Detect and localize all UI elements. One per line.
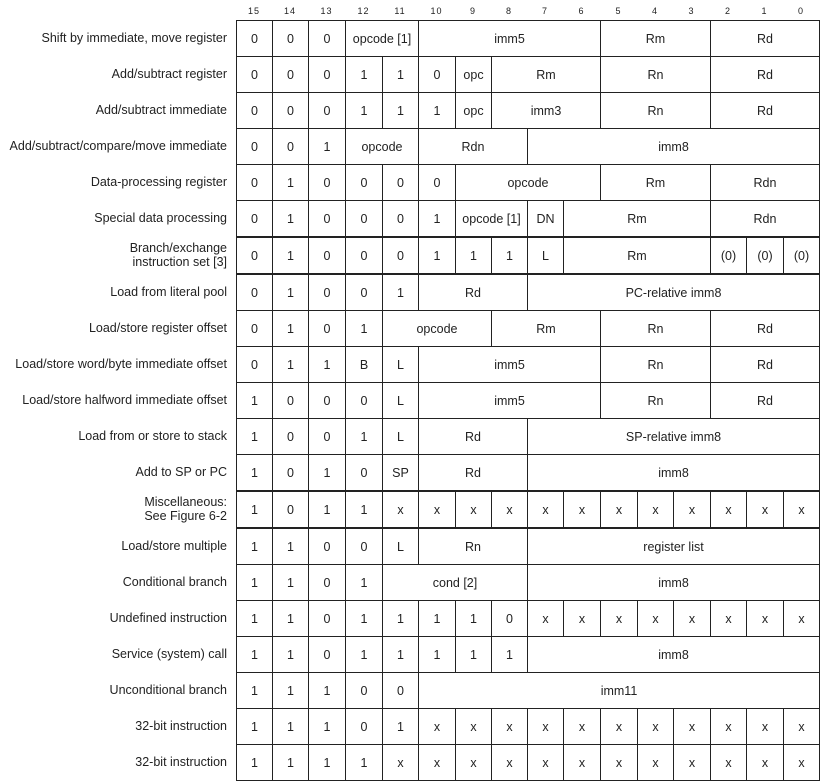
bit-field: 1 <box>236 564 273 601</box>
bit-number: 4 <box>651 6 659 16</box>
bit-field: Rn <box>600 310 711 347</box>
bit-field: x <box>746 600 784 637</box>
label-line: Data-processing register <box>90 175 227 189</box>
label-line: Add to SP or PC <box>135 465 227 479</box>
label-line: Service (system) call <box>111 647 227 661</box>
bit-field: 0 <box>382 200 419 237</box>
bit-field: 0 <box>308 310 346 347</box>
bit-field: opc <box>455 92 492 129</box>
bit-field: Rd <box>710 346 820 383</box>
bit-field: L <box>382 382 419 419</box>
bit-field: 1 <box>272 744 309 781</box>
bit-field: 0 <box>345 382 383 419</box>
bit-field: x <box>455 491 492 528</box>
bit-field: 1 <box>345 92 383 129</box>
label-line: Special data processing <box>94 211 227 225</box>
bit-field: 1 <box>272 672 309 709</box>
bit-field: 1 <box>308 454 346 491</box>
bit-field: 1 <box>272 636 309 673</box>
bit-field: opcode <box>382 310 492 347</box>
encoding-row-label <box>0 611 227 625</box>
bit-field: 1 <box>491 636 528 673</box>
encoding-row-label <box>0 719 227 733</box>
bit-field: 1 <box>345 636 383 673</box>
bit-field: 1 <box>236 600 273 637</box>
bit-field: 0 <box>236 274 273 311</box>
bit-field: imm8 <box>527 128 820 165</box>
bit-field: 1 <box>272 237 309 274</box>
bit-number: 0 <box>797 6 805 16</box>
bit-field: 1 <box>345 56 383 93</box>
label-line: Load from literal pool <box>110 285 227 299</box>
encoding-row-label <box>0 495 227 523</box>
bit-field: 1 <box>272 200 309 237</box>
bit-field: Rd <box>710 92 820 129</box>
encoding-row-label <box>0 67 227 81</box>
bit-field: 0 <box>308 564 346 601</box>
bit-field: Rm <box>600 20 711 57</box>
bit-field: Rd <box>710 382 820 419</box>
bit-field: 1 <box>308 128 346 165</box>
bit-field: 1 <box>308 346 346 383</box>
bit-field: imm5 <box>418 382 601 419</box>
bit-field: 1 <box>382 600 419 637</box>
bit-field: 1 <box>418 92 456 129</box>
bit-field: Rd <box>418 454 528 491</box>
bit-field: x <box>746 491 784 528</box>
label-line: Load from or store to stack <box>78 429 227 443</box>
bit-field: x <box>455 744 492 781</box>
bit-field: Rdn <box>418 128 528 165</box>
label-line: Load/store word/byte immediate offset <box>15 357 227 371</box>
bit-field: L <box>382 346 419 383</box>
bit-field: x <box>710 600 747 637</box>
bit-field: Rd <box>418 418 528 455</box>
bit-field: x <box>710 708 747 745</box>
bit-field: Rdn <box>710 200 820 237</box>
encoding-row-label <box>0 211 227 225</box>
bit-field: x <box>710 744 747 781</box>
bit-field: Rn <box>600 346 711 383</box>
bit-field: Rm <box>491 310 601 347</box>
bit-field: Rn <box>600 92 711 129</box>
bit-field: cond [2] <box>382 564 528 601</box>
bit-field: PC-relative imm8 <box>527 274 820 311</box>
bit-number: 9 <box>469 6 477 16</box>
bit-field: 0 <box>382 672 419 709</box>
bit-field: 1 <box>345 491 383 528</box>
bit-field: Rm <box>563 200 711 237</box>
bit-field: x <box>783 744 820 781</box>
bit-field: x <box>673 600 711 637</box>
label-line: Add/subtract immediate <box>95 103 227 117</box>
bit-field: 1 <box>491 237 528 274</box>
bit-field: x <box>637 491 674 528</box>
bit-field: imm5 <box>418 20 601 57</box>
bit-number: 13 <box>320 6 333 16</box>
bit-field: 1 <box>455 600 492 637</box>
bit-field: 0 <box>308 600 346 637</box>
bit-field: x <box>527 600 564 637</box>
label-line: instruction set [3] <box>132 255 227 269</box>
bit-field: 0 <box>308 92 346 129</box>
bit-field: x <box>673 744 711 781</box>
bit-field: Rn <box>600 56 711 93</box>
bit-field: opc <box>455 56 492 93</box>
bit-field: x <box>527 491 564 528</box>
bit-number: 10 <box>430 6 443 16</box>
bit-field: 0 <box>308 382 346 419</box>
label-line: See Figure 6-2 <box>144 509 227 523</box>
bit-field: 1 <box>382 92 419 129</box>
bit-field: 1 <box>418 200 456 237</box>
bit-number: 5 <box>615 6 622 16</box>
bit-field: x <box>746 744 784 781</box>
bit-field: x <box>418 744 456 781</box>
bit-field: 0 <box>491 600 528 637</box>
bit-field: Rd <box>418 274 528 311</box>
bit-field: 0 <box>236 310 273 347</box>
bit-number: 2 <box>724 6 732 16</box>
bit-field: 0 <box>345 237 383 274</box>
bit-field: x <box>710 491 747 528</box>
bit-field: x <box>600 600 638 637</box>
bit-field: x <box>783 491 820 528</box>
bit-field: Rn <box>600 382 711 419</box>
bit-field: x <box>563 708 601 745</box>
bit-field: x <box>783 708 820 745</box>
bit-number: 15 <box>247 6 261 16</box>
bit-field: x <box>783 600 820 637</box>
label-line: Load/store multiple <box>121 539 227 553</box>
bit-field: 0 <box>345 528 383 565</box>
bit-field: 0 <box>418 56 456 93</box>
bit-field: x <box>563 600 601 637</box>
bit-field: 0 <box>345 454 383 491</box>
bit-number: 12 <box>357 6 370 16</box>
bit-field: x <box>527 744 564 781</box>
bit-field: 1 <box>236 528 273 565</box>
label-line: Undefined instruction <box>109 611 227 625</box>
bit-field: x <box>382 744 419 781</box>
bit-field: 1 <box>382 708 419 745</box>
bit-field: x <box>527 708 564 745</box>
bit-field: imm11 <box>418 672 820 709</box>
label-line: Shift by immediate, move register <box>41 31 227 45</box>
bit-field: 0 <box>236 56 273 93</box>
bit-field: x <box>418 708 456 745</box>
bit-field: SP <box>382 454 419 491</box>
bit-field: 1 <box>272 708 309 745</box>
bit-field: DN <box>527 200 564 237</box>
bit-field: (0) <box>783 237 820 274</box>
bit-field: imm3 <box>491 92 601 129</box>
bit-field: x <box>382 491 419 528</box>
bit-field: x <box>637 744 674 781</box>
bit-field: 1 <box>272 346 309 383</box>
bit-field: 0 <box>272 454 309 491</box>
bit-field: 0 <box>308 200 346 237</box>
bit-field: 0 <box>236 20 273 57</box>
bit-field: 0 <box>236 346 273 383</box>
bit-field: 1 <box>236 744 273 781</box>
bit-number: 1 <box>761 6 768 16</box>
encoding-row-label <box>0 285 227 299</box>
bit-field: 1 <box>382 636 419 673</box>
bit-field: 0 <box>308 56 346 93</box>
bit-field: opcode [1] <box>455 200 528 237</box>
bit-field: x <box>637 600 674 637</box>
encoding-row-label <box>0 575 227 589</box>
bit-field: Rm <box>563 237 711 274</box>
bit-field: 1 <box>418 636 456 673</box>
bit-field: SP-relative imm8 <box>527 418 820 455</box>
label-line: Add/subtract/compare/move immediate <box>9 139 227 153</box>
bit-field: 1 <box>272 310 309 347</box>
encoding-row-label <box>0 429 227 443</box>
bit-field: 0 <box>308 20 346 57</box>
bit-field: 0 <box>272 418 309 455</box>
bit-field: x <box>600 708 638 745</box>
bit-field: 1 <box>236 418 273 455</box>
bit-field: 0 <box>308 418 346 455</box>
bit-field: 1 <box>345 600 383 637</box>
bit-field: Rdn <box>710 164 820 201</box>
encoding-row-label <box>0 241 227 269</box>
bit-field: Rm <box>600 164 711 201</box>
bit-field: 1 <box>418 600 456 637</box>
bit-field: 0 <box>272 92 309 129</box>
label-line: 32-bit instruction <box>135 755 227 769</box>
bit-field: L <box>527 237 564 274</box>
encoding-row-label <box>0 175 227 189</box>
encoding-row-label <box>0 465 227 479</box>
bit-field: Rm <box>491 56 601 93</box>
bit-field: x <box>746 708 784 745</box>
bit-field: 1 <box>236 454 273 491</box>
bit-field: 1 <box>272 600 309 637</box>
bit-field: 1 <box>345 564 383 601</box>
bit-field: opcode <box>455 164 601 201</box>
encoding-row-label <box>0 139 227 153</box>
bit-field: imm8 <box>527 564 820 601</box>
bit-field: Rd <box>710 20 820 57</box>
bit-field: 1 <box>418 237 456 274</box>
bit-field: imm5 <box>418 346 601 383</box>
encoding-row-label <box>0 31 227 45</box>
bit-field: 1 <box>308 708 346 745</box>
bit-field: 0 <box>345 274 383 311</box>
bit-field: Rd <box>710 56 820 93</box>
bit-field: 1 <box>345 418 383 455</box>
bit-field: 1 <box>455 636 492 673</box>
bit-field: 1 <box>272 528 309 565</box>
encoding-row-label <box>0 683 227 697</box>
bit-field: x <box>563 744 601 781</box>
bit-field: x <box>418 491 456 528</box>
label-line: Unconditional branch <box>109 683 227 697</box>
bit-number: 7 <box>541 6 549 16</box>
bit-field: 1 <box>345 310 383 347</box>
bit-field: x <box>673 491 711 528</box>
label-line: Add/subtract register <box>111 67 227 81</box>
encoding-row-label <box>0 393 227 407</box>
bit-field: 0 <box>236 92 273 129</box>
bit-number: 14 <box>283 6 297 16</box>
bit-field: 1 <box>382 56 419 93</box>
bit-field: imm8 <box>527 636 820 673</box>
bit-field: 0 <box>308 164 346 201</box>
bit-field: x <box>491 708 528 745</box>
bit-field: 0 <box>308 274 346 311</box>
bit-field: 1 <box>272 564 309 601</box>
label-line: Conditional branch <box>122 575 227 589</box>
bit-field: 0 <box>236 200 273 237</box>
bit-field: 0 <box>345 164 383 201</box>
bit-field: x <box>637 708 674 745</box>
bit-field: x <box>491 491 528 528</box>
encoding-row-label <box>0 755 227 769</box>
encoding-row-label <box>0 321 227 335</box>
bit-field: 1 <box>236 708 273 745</box>
bit-field: x <box>563 491 601 528</box>
encoding-row-label <box>0 539 227 553</box>
bit-field: x <box>673 708 711 745</box>
bit-field: Rn <box>418 528 528 565</box>
bit-field: x <box>600 491 638 528</box>
bit-field: 0 <box>236 164 273 201</box>
bit-field: 1 <box>272 164 309 201</box>
bit-field: L <box>382 418 419 455</box>
bit-field: 0 <box>272 382 309 419</box>
bit-field: 0 <box>308 528 346 565</box>
bit-field: 1 <box>236 382 273 419</box>
bit-field: 0 <box>345 672 383 709</box>
label-line: Load/store halfword immediate offset <box>22 393 227 407</box>
bit-field: 0 <box>308 636 346 673</box>
encoding-row-label <box>0 357 227 371</box>
encoding-row-label <box>0 103 227 117</box>
bit-field: 1 <box>455 237 492 274</box>
bit-field: x <box>455 708 492 745</box>
bit-field: 1 <box>308 491 346 528</box>
bit-field: 1 <box>236 636 273 673</box>
bit-field: 0 <box>345 200 383 237</box>
bit-field: 1 <box>308 744 346 781</box>
bit-field: 0 <box>272 56 309 93</box>
bit-field: 1 <box>308 672 346 709</box>
bit-field: 0 <box>308 237 346 274</box>
bit-field: x <box>491 744 528 781</box>
bit-field: 0 <box>418 164 456 201</box>
bit-field: opcode <box>345 128 419 165</box>
bit-field: 0 <box>382 164 419 201</box>
bit-number: 8 <box>505 6 513 16</box>
bit-field: (0) <box>710 237 747 274</box>
bit-field: B <box>345 346 383 383</box>
encoding-row-label <box>0 647 227 661</box>
bit-field: 0 <box>382 237 419 274</box>
bit-field: 1 <box>236 491 273 528</box>
bit-field: 0 <box>345 708 383 745</box>
bit-field: 1 <box>272 274 309 311</box>
bit-field: 0 <box>272 20 309 57</box>
bit-field: Rd <box>710 310 820 347</box>
bit-field: x <box>600 744 638 781</box>
bit-field: (0) <box>746 237 784 274</box>
bit-field: 1 <box>345 744 383 781</box>
bit-number: 11 <box>394 6 406 16</box>
bit-field: 0 <box>236 237 273 274</box>
bit-field: imm8 <box>527 454 820 491</box>
label-line: Load/store register offset <box>88 321 227 335</box>
label-line: Branch/exchange <box>129 241 227 255</box>
bit-field: 0 <box>272 128 309 165</box>
bit-field: opcode [1] <box>345 20 419 57</box>
bit-field: L <box>382 528 419 565</box>
bit-field: 1 <box>236 672 273 709</box>
bit-number: 3 <box>688 6 695 16</box>
label-line: Miscellaneous: <box>144 495 227 509</box>
bit-field: 0 <box>236 128 273 165</box>
bit-field: 0 <box>272 491 309 528</box>
bit-field: register list <box>527 528 820 565</box>
bit-field: 1 <box>382 274 419 311</box>
bit-number: 6 <box>578 6 585 16</box>
label-line: 32-bit instruction <box>135 719 227 733</box>
